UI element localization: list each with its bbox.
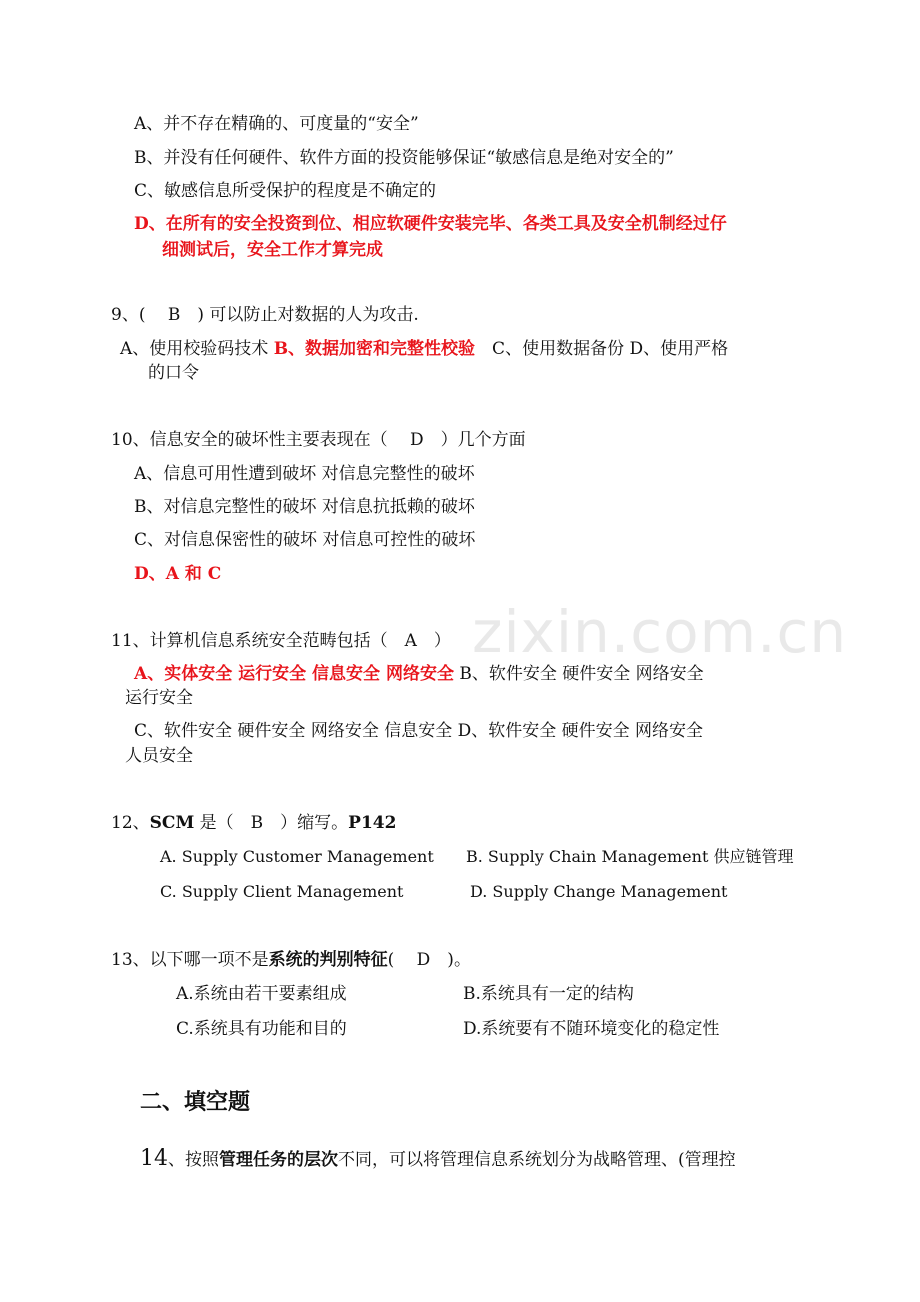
q8-option-c: C、敏感信息所受保护的程度是不确定的: [134, 181, 437, 201]
q8-option-d-line1: D、在所有的安全投资到位、相应软硬件安装完毕、各类工具及安全机制经过仔: [134, 214, 727, 234]
q9-options: [120, 337, 728, 361]
q13-option-a: A.系统由若干要素组成: [176, 984, 347, 1004]
q12-scm: SCM: [149, 813, 195, 833]
q12-option-a: A. Supply Customer Management: [160, 847, 434, 866]
q12-stem-text: 是（ B ）缩写。: [194, 813, 349, 833]
q10-option-c: C、对信息保密性的破坏 对信息可控性的破坏: [134, 530, 476, 550]
q8-option-b: B、并没有任何硬件、软件方面的投资能够保证“敏感信息是绝对安全的”: [134, 148, 674, 168]
q11-option-b: B、软件安全 硬件安全 网络安全: [453, 664, 704, 684]
q8-option-a: A、并不存在精确的、可度量的“安全”: [134, 114, 419, 134]
q11-stem: 11、计算机信息系统安全范畴包括（ A ）: [111, 631, 451, 651]
q13-option-d: D.系统要有不随环境变化的稳定性: [463, 1019, 720, 1039]
q14-stem: [140, 1145, 736, 1174]
q14-number: 14: [140, 1146, 168, 1171]
q13-stem-post: ( D )。: [387, 950, 471, 970]
q8-option-d-line2: 细测试后，安全工作才算完成: [162, 240, 383, 260]
q14-stem-bold: 管理任务的层次: [219, 1150, 338, 1170]
q11-option-d-cont: 人员安全: [125, 746, 193, 766]
q10-option-b: B、对信息完整性的破坏 对信息抗抵赖的破坏: [134, 497, 475, 517]
q13-option-c: C.系统具有功能和目的: [176, 1019, 347, 1039]
watermark: zixin.com.cn: [472, 598, 848, 666]
q13-stem-bold: 系统的判别特征: [268, 950, 388, 970]
q13-option-b: B.系统具有一定的结构: [463, 984, 634, 1004]
q9-option-d-cont: 的口令: [148, 363, 199, 383]
q9-stem: 9、( B ) 可以防止对数据的人为攻击.: [111, 305, 419, 325]
q14-stem-post: 不同，可以将管理信息系统划分为战略管理、(管理控: [338, 1150, 736, 1170]
section-title: 二、填空题: [140, 1090, 251, 1115]
q10-option-d: D、A 和 C: [134, 564, 222, 584]
q9-option-cd: C、使用数据备份 D、使用严格: [475, 339, 729, 359]
q13-stem-pre: 13、以下哪一项不是: [111, 950, 269, 970]
q13-stem: [111, 948, 471, 972]
q12-stem: [111, 811, 396, 835]
q12-option-b: B. Supply Chain Management 供应链管理: [466, 847, 794, 866]
q11-option-b-cont: 运行安全: [125, 688, 193, 708]
q11-option-a: A、实体安全 运行安全 信息安全 网络安全: [134, 664, 454, 684]
q12-page-ref: P142: [348, 813, 397, 833]
q10-option-a: A、信息可用性遭到破坏 对信息完整性的破坏: [134, 464, 475, 484]
q9-option-b: B、数据加密和完整性校验: [273, 339, 476, 359]
q12-option-d: D. Supply Change Management: [470, 882, 728, 901]
q12-number: 12、: [111, 813, 150, 833]
q11-options-ab: [134, 662, 704, 686]
q14-stem-pre: 、按照: [168, 1150, 219, 1170]
q10-stem: 10、信息安全的破坏性主要表现在（ D ）几个方面: [111, 430, 526, 450]
q9-option-a: A、使用校验码技术: [120, 339, 274, 359]
q11-options-cd: C、软件安全 硬件安全 网络安全 信息安全 D、软件安全 硬件安全 网络安全: [134, 721, 704, 741]
q12-option-c: C. Supply Client Management: [160, 882, 404, 901]
